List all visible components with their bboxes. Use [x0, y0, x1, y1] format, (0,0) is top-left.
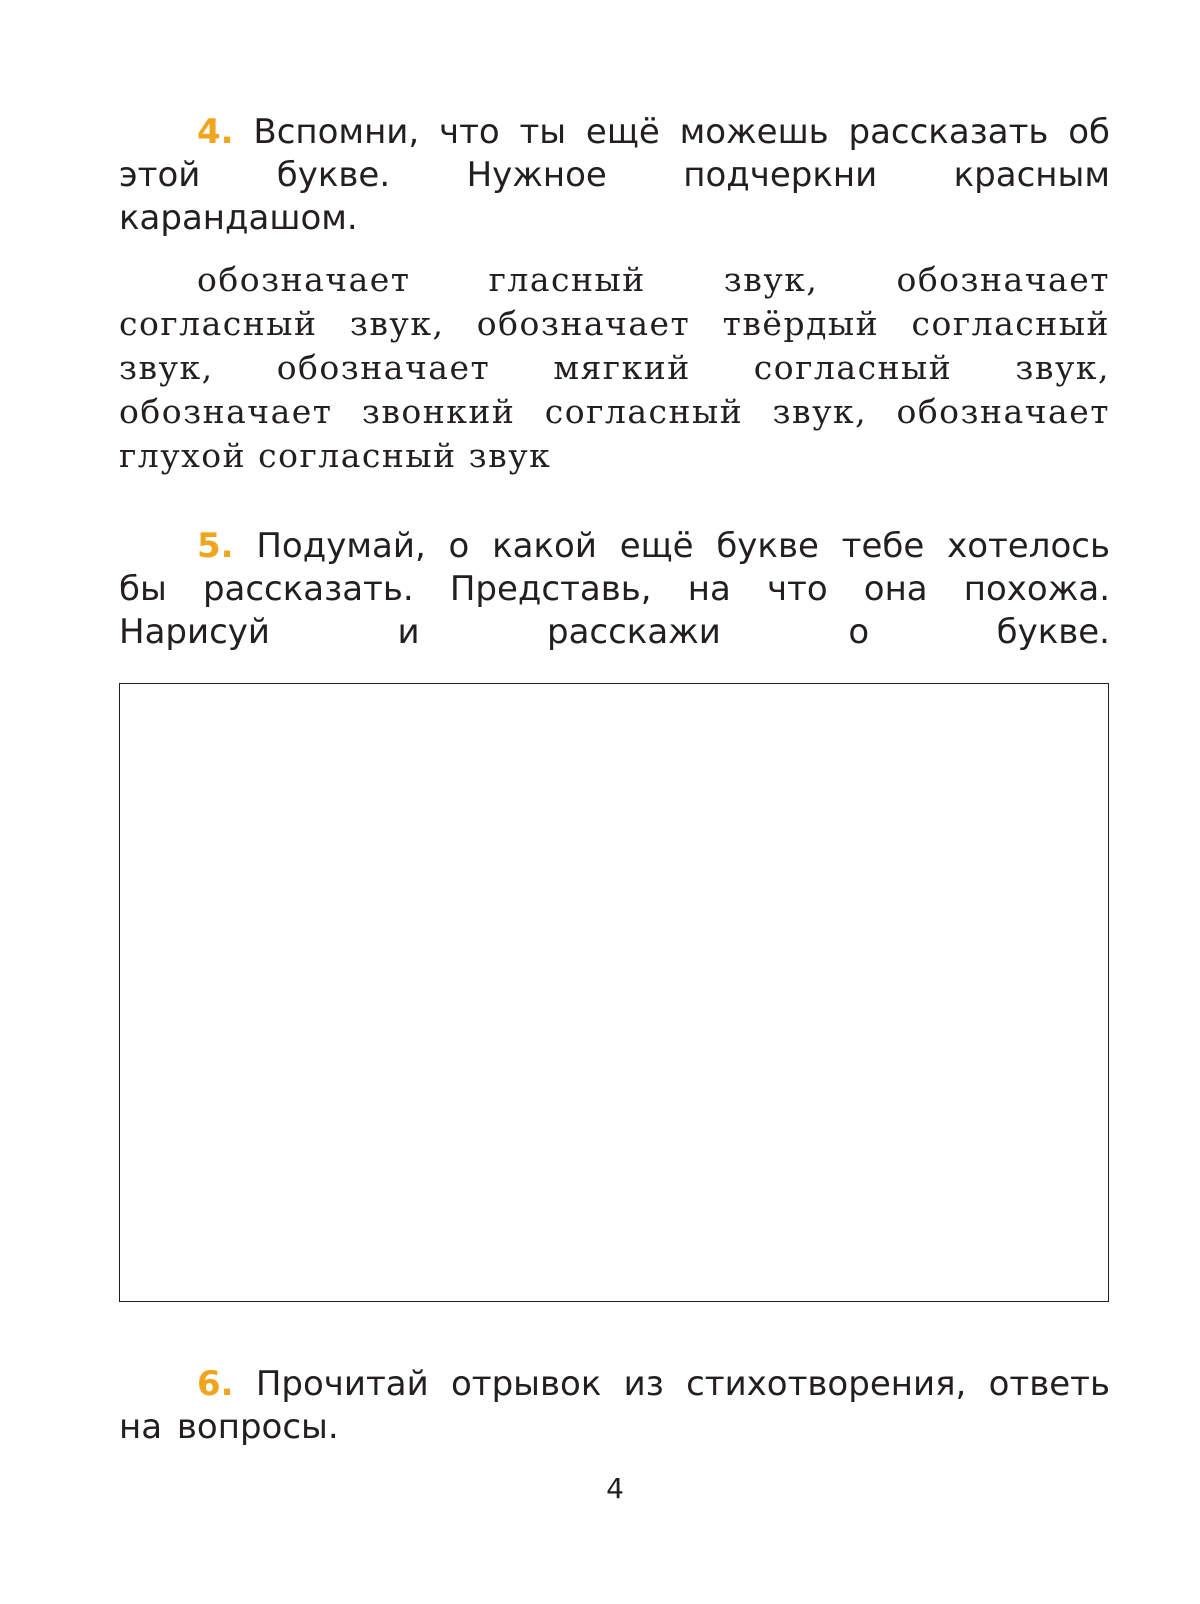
task-6-text: Прочитай отрывок из стихотворения, ответь на вопросы. — [119, 1364, 1110, 1447]
task-4 — [119, 111, 1110, 240]
page-number: 4 — [606, 1472, 624, 1505]
drawing-frame[interactable] — [119, 683, 1109, 1302]
task-5-text: Подумай, о какой ещё букве тебе хотелось бы рассказать. Представь, на что она похожа. Нарисуй и расскажи о букве. — [119, 526, 1110, 652]
task-4-text: Вспомни, что ты ещё можешь рассказать об этой букве. Нужное подчеркни красным карандашом. — [119, 112, 1110, 238]
task-5 — [119, 525, 1110, 654]
task-6 — [119, 1363, 1110, 1449]
task-4-number: 4. — [197, 112, 234, 152]
task-6-number: 6. — [197, 1364, 234, 1404]
task-4-options: обозначает гласный звук, обозначает согласный звук, обозначает твёрдый согласный звук, обозначает мягкий согласный звук, обозначает звонкий согласный звук, обозначает глухой согласный звук — [119, 260, 1110, 475]
task-5-number: 5. — [197, 526, 234, 566]
